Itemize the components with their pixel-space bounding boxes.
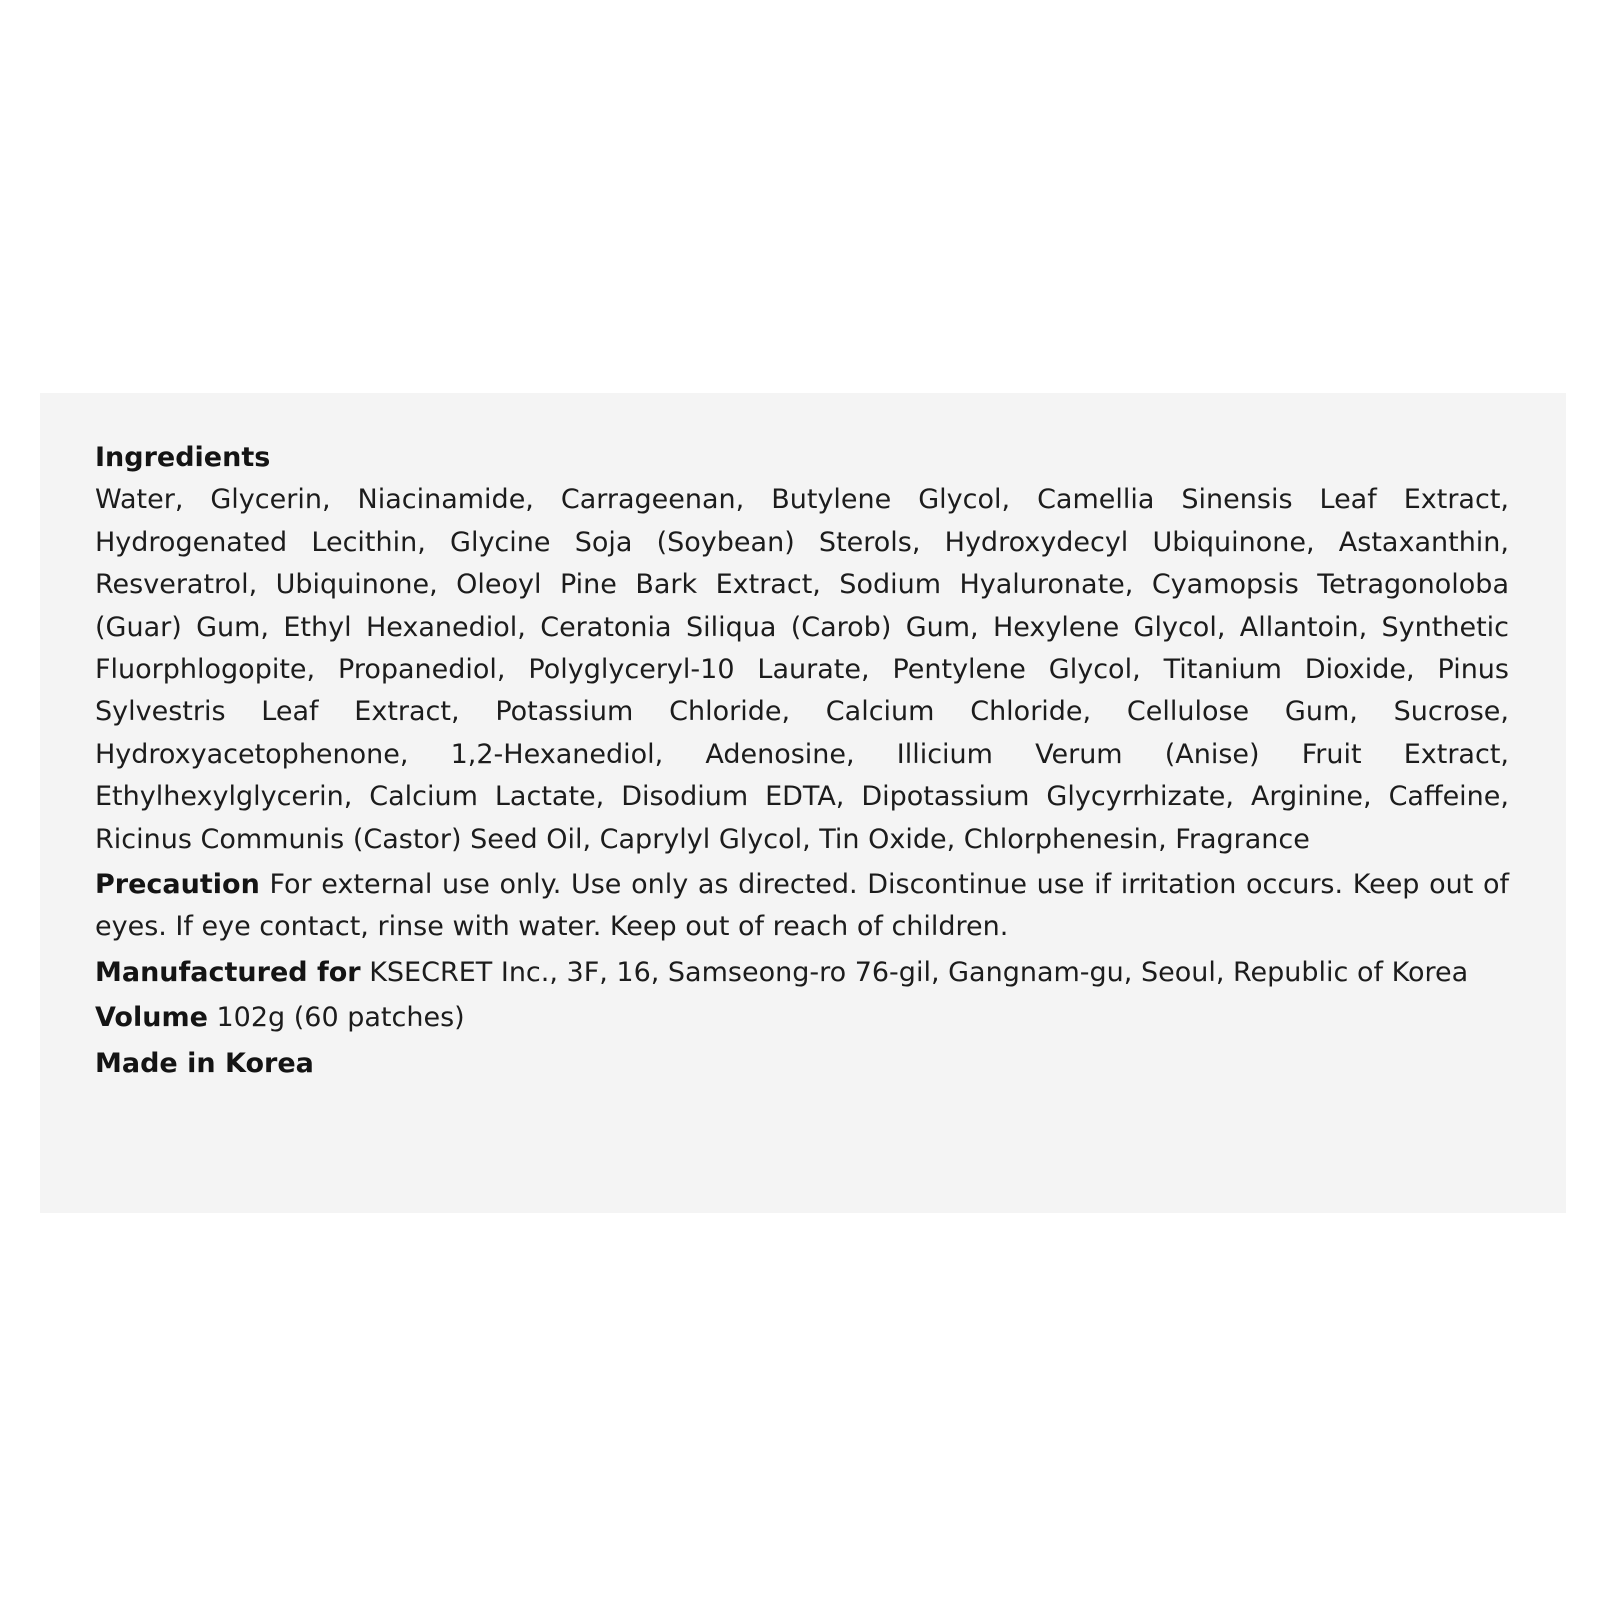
product-label-panel (40, 393, 1566, 1213)
ingredients-heading: Ingredients (95, 442, 271, 473)
precaution-text: For external use only. Use only as directed. Discontinue use if irritation occurs. Keep out of eyes. If eye contact, rinse with water. Keep out of reach of children. (95, 869, 1509, 943)
volume-text: 102g (60 patches) (216, 1002, 465, 1034)
origin-section (95, 1043, 1509, 1085)
label-text-block (95, 437, 1509, 1088)
manufacturer-text: KSECRET Inc., 3F, 16, Samseong-ro 76-gil, Gangnam-gu, Seoul, Republic of Korea (369, 956, 1469, 988)
manufacturer-heading: Manufactured for (95, 956, 361, 988)
ingredients-list: Water, Glycerin, Niacinamide, Carrageenan, Butylene Glycol, Camellia Sinensis Leaf Extract, Hydrogenated Lecithin, Glycine Soja (Soybean) Sterols, Hydroxydecyl Ubiquinone, Astaxanthin, Resveratrol, Ubiquinone, Oleoyl Pine Bark Extract, Sodium Hyaluronate, Cyamopsis Tetragonoloba (Guar) Gum, Ethyl Hexanediol, Ceratonia Siliqua (Carob) Gum, Hexylene Glycol, Allantoin, Synthetic Fluorphlogopite, Propanediol, Polyglyceryl-10 Laurate, Pentylene Glycol, Titanium Dioxide, Pinus Sylvestris Leaf Extract, Potassium Chloride, Calcium Chloride, Cellulose Gum, Sucrose, Hydroxyacetophenone, 1,2-Hexanediol, Adenosine, Illicium Verum (Anise) Fruit Extract, Ethylhexylglycerin, Calcium Lactate, Disodium EDTA, Dipotassium Glycyrrhizate, Arginine, Caffeine, Ricinus Communis (Castor) Seed Oil, Caprylyl Glycol, Tin Oxide, Chlorphenesin, Fragrance (95, 484, 1509, 855)
origin-heading: Made in Korea (95, 1047, 314, 1079)
manufacturer-section (95, 952, 1509, 994)
volume-section (95, 997, 1509, 1039)
precaution-heading: Precaution (95, 869, 260, 901)
precaution-section (95, 864, 1509, 949)
volume-heading: Volume (95, 1002, 208, 1034)
